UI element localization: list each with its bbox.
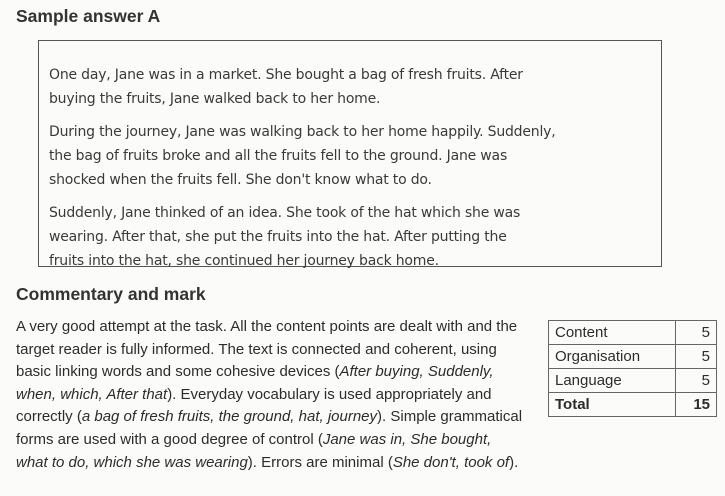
sample-answer-box — [38, 40, 662, 267]
answer-paragraph-2: During the journey, Jane was walking back to her home happily. Suddenly, the bag of fruits broke and all the fruits fell to the ground. Jane was shocked when the fruits fell. She don't know what to do. — [49, 124, 556, 188]
marks-label: Language — [549, 369, 676, 393]
marks-total-label: Total — [549, 393, 676, 417]
marks-value: 5 — [676, 369, 717, 393]
marks-row-organisation — [549, 345, 717, 369]
answer-paragraph-1: One day, Jane was in a market. She bought a bag of fresh fruits. After buying the fruits, Jane walked back to her home. — [49, 67, 523, 107]
marks-table — [548, 320, 717, 417]
marks-row-language — [549, 369, 717, 393]
answer-paragraph-3: Suddenly, Jane thinked of an idea. She took of the hat which she was wearing. After that, she put the fruits into the hat. After putting the fruits into the hat, she continued her journey back home. — [49, 205, 521, 269]
commentary-text: A very good attempt at the task. All the content points are dealt with and the target reader is fully informed. The text is connected and coherent, using basic linking words and some cohesive devices (After buying, Suddenly, when, which, After that). Everyday vocabulary is used appropriately and correctly (a bag of fresh fruits, the ground, hat, journey). Simple grammatical forms are used with a good degree of control (Jane was in, She bought, what to do, which she was wearing). Errors are minimal (She don't, took of). — [16, 318, 523, 471]
marks-value: 5 — [676, 321, 717, 345]
marks-label: Organisation — [549, 345, 676, 369]
marks-value: 5 — [676, 345, 717, 369]
sample-answer-title: Sample answer A — [16, 6, 161, 26]
marks-row-total — [549, 393, 717, 417]
commentary-title: Commentary and mark — [16, 284, 206, 304]
marks-row-content — [549, 321, 717, 345]
marks-total-value: 15 — [676, 393, 717, 417]
marks-label: Content — [549, 321, 676, 345]
